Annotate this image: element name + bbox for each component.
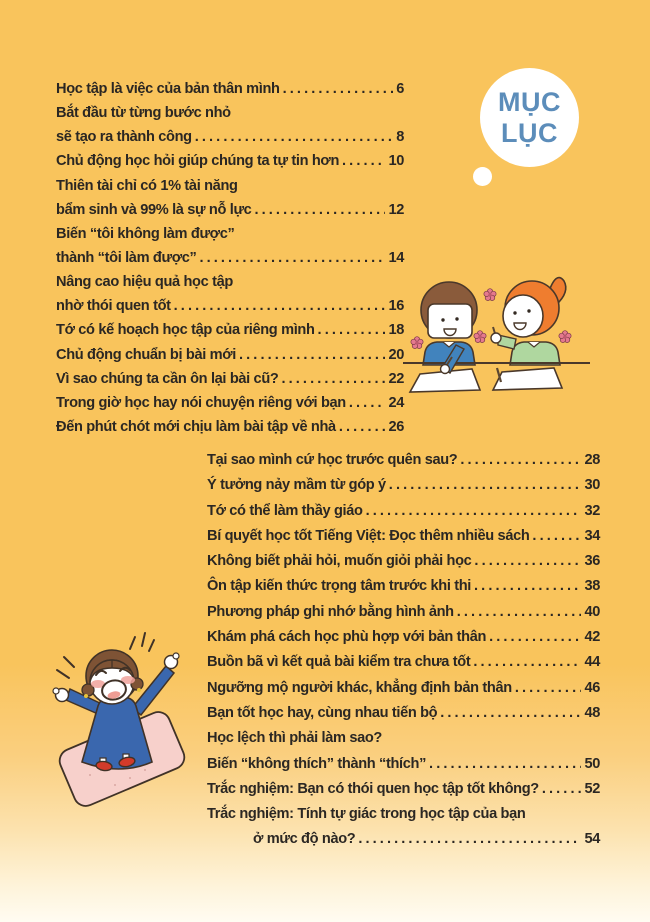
toc-line bbox=[56, 391, 404, 415]
toc-dot-leader bbox=[460, 448, 581, 473]
toc-dot-leader bbox=[199, 246, 385, 270]
toc-entry-title: Nâng cao hiệu quả học tập bbox=[56, 274, 233, 291]
toc-line bbox=[207, 777, 600, 802]
toc-dot-leader bbox=[358, 827, 581, 852]
toc-line bbox=[207, 549, 600, 574]
toc-dot-leader bbox=[389, 473, 582, 498]
toc-dot-leader bbox=[283, 77, 394, 101]
flower-icon bbox=[411, 337, 423, 349]
toc-entry-title: Biến “không thích” thành “thích” bbox=[207, 755, 427, 772]
toc-line bbox=[207, 802, 600, 827]
toc-line bbox=[207, 473, 600, 498]
toc-entry-title: Học tập là việc của bản thân mình bbox=[56, 81, 280, 97]
toc-line bbox=[56, 101, 404, 125]
toc-entry-title: ở mức độ nào? bbox=[253, 831, 356, 848]
toc-dot-leader bbox=[281, 367, 385, 391]
paper-sheet bbox=[493, 368, 562, 390]
toc-page-number: 44 bbox=[584, 654, 600, 671]
toc-entry-title: Chủ động chuẩn bị bài mới bbox=[56, 346, 236, 363]
toc-dot-leader bbox=[457, 600, 582, 625]
flower-icon bbox=[559, 331, 571, 343]
toc-page-number: 22 bbox=[388, 370, 404, 387]
toc-dot-leader bbox=[318, 318, 386, 342]
toc-page-number: 14 bbox=[388, 249, 404, 266]
toc-dot-leader bbox=[515, 676, 582, 701]
toc-page-number: 54 bbox=[584, 831, 600, 848]
toc-dot-leader bbox=[429, 752, 581, 777]
toc-entry-title: Bắt đầu từ từng bước nhỏ bbox=[56, 105, 231, 122]
toc-entry-title: Chủ động học hỏi giúp chúng ta tự tin hơn bbox=[56, 153, 340, 170]
toc-block-bottom bbox=[207, 448, 600, 853]
toc-entry-title: Tớ có thể làm thầy giáo bbox=[207, 502, 363, 519]
toc-page-number: 38 bbox=[584, 578, 600, 595]
toc-dot-leader bbox=[349, 391, 386, 415]
toc-entry-title: Đến phút chót mới chịu làm bài tập về nhà bbox=[56, 418, 336, 435]
toc-entry-title: Biến “tôi không làm được” bbox=[56, 225, 235, 242]
toc-dot-leader bbox=[254, 198, 385, 222]
toc-line bbox=[56, 149, 404, 173]
toc-page-number: 16 bbox=[388, 298, 404, 315]
toc-line bbox=[56, 174, 404, 198]
toc-line bbox=[56, 246, 404, 270]
toc-line bbox=[207, 574, 600, 599]
toc-entry-title: Học lệch thì phải làm sao? bbox=[207, 730, 382, 747]
toc-dot-leader bbox=[542, 777, 582, 802]
toc-line bbox=[207, 701, 600, 726]
badge-line-2: LỤC bbox=[501, 117, 558, 148]
child-hand bbox=[53, 688, 69, 702]
muc-luc-badge bbox=[480, 68, 579, 167]
toc-line bbox=[207, 448, 600, 473]
badge-line-1: MỤC bbox=[498, 86, 561, 117]
toc-dot-leader bbox=[474, 549, 581, 574]
toc-line bbox=[56, 125, 404, 149]
toc-dot-leader bbox=[474, 574, 581, 599]
toc-line bbox=[207, 625, 600, 650]
toc-line bbox=[207, 827, 600, 852]
toc-page-number: 6 bbox=[396, 81, 404, 97]
toc-page-number: 52 bbox=[584, 780, 600, 797]
toc-dot-leader bbox=[489, 625, 581, 650]
toc-page-number: 34 bbox=[584, 527, 600, 544]
toc-line bbox=[56, 222, 404, 246]
toc-page-number: 42 bbox=[584, 629, 600, 646]
toc-entry-title: Trong giờ học hay nói chuyện riêng với bạn bbox=[56, 394, 346, 411]
girl-hand bbox=[491, 333, 501, 343]
toc-dot-leader bbox=[195, 125, 394, 149]
flower-icon bbox=[484, 289, 496, 301]
toc-page-number: 8 bbox=[396, 129, 404, 146]
toc-line bbox=[207, 600, 600, 625]
toc-dot-leader bbox=[342, 149, 385, 173]
toc-entry-title: Tại sao mình cứ học trước quên sau? bbox=[207, 452, 458, 468]
toc-entry-title: Tớ có kế hoạch học tập của riêng mình bbox=[56, 322, 315, 339]
badge-bubble-dot bbox=[473, 167, 492, 186]
toc-dot-leader bbox=[366, 499, 582, 524]
toc-line bbox=[56, 415, 404, 439]
toc-line bbox=[207, 676, 600, 701]
toc-dot-leader bbox=[440, 701, 581, 726]
toc-page-number: 36 bbox=[584, 553, 600, 570]
toc-entry-title: Ý tưởng nảy mầm từ góp ý bbox=[207, 477, 386, 494]
toc-line bbox=[56, 77, 404, 101]
toc-dot-leader bbox=[239, 343, 385, 367]
toc-line bbox=[56, 270, 404, 294]
toc-entry-title: Bí quyết học tốt Tiếng Việt: Đọc thêm nhiều sách bbox=[207, 527, 530, 544]
toc-page-number: 30 bbox=[584, 477, 600, 494]
toc-dot-leader bbox=[174, 294, 386, 318]
toc-page-number: 10 bbox=[388, 153, 404, 170]
toc-entry-title: Buồn bã vì kết quả bài kiểm tra chưa tốt bbox=[207, 654, 471, 671]
toc-entry-title: Bạn tốt học hay, cùng nhau tiến bộ bbox=[207, 704, 438, 721]
toc-line bbox=[56, 318, 404, 342]
child-head bbox=[82, 650, 143, 704]
toc-entry-title: Vì sao chúng ta cần ôn lại bài cũ? bbox=[56, 370, 279, 387]
toc-entry-title: sẽ tạo ra thành công bbox=[56, 129, 192, 146]
toc-page-number: 18 bbox=[388, 322, 404, 339]
toc-dot-leader bbox=[473, 650, 581, 675]
toc-line bbox=[56, 367, 404, 391]
toc-entry-title: nhờ thói quen tốt bbox=[56, 298, 171, 315]
toc-page-number: 48 bbox=[584, 704, 600, 721]
toc-dot-leader bbox=[532, 524, 581, 549]
toc-page-number: 24 bbox=[388, 394, 404, 411]
toc-line bbox=[207, 726, 600, 751]
toc-line bbox=[207, 752, 600, 777]
toc-entry-title: Trắc nghiệm: Bạn có thói quen học tập tốt không? bbox=[207, 780, 539, 797]
toc-page-number: 46 bbox=[584, 679, 600, 696]
toc-line bbox=[56, 294, 404, 318]
flower-icon bbox=[474, 331, 486, 343]
toc-page-number: 32 bbox=[584, 502, 600, 519]
girl-studying bbox=[491, 278, 566, 365]
kids-studying-illustration bbox=[398, 252, 650, 444]
toc-line bbox=[56, 343, 404, 367]
toc-entry-title: Trắc nghiệm: Tính tự giác trong học tập của bạn bbox=[207, 806, 526, 823]
toc-page-number: 40 bbox=[584, 603, 600, 620]
toc-entry-title: Ngưỡng mộ người khác, khẳng định bản thân bbox=[207, 679, 512, 696]
child-hand bbox=[165, 653, 180, 669]
toc-line bbox=[56, 198, 404, 222]
boy-studying bbox=[421, 282, 477, 365]
toc-page-number: 50 bbox=[584, 755, 600, 772]
toc-line bbox=[207, 524, 600, 549]
toc-entry-title: thành “tôi làm được” bbox=[56, 249, 197, 266]
toc-page-number: 12 bbox=[388, 201, 404, 218]
toc-block-top bbox=[56, 77, 404, 439]
toc-dot-leader bbox=[339, 415, 386, 439]
toc-entry-title: Không biết phải hỏi, muốn giỏi phải học bbox=[207, 553, 472, 570]
toc-entry-title: Ôn tập kiến thức trọng tâm trước khi thi bbox=[207, 578, 472, 595]
toc-entry-title: Khám phá cách học phù hợp với bản thân bbox=[207, 629, 487, 646]
toc-page-number: 26 bbox=[388, 418, 404, 435]
toc-line bbox=[207, 650, 600, 675]
toc-line bbox=[207, 499, 600, 524]
toc-page-number: 20 bbox=[388, 346, 404, 363]
toc-entry-title: Phương pháp ghi nhớ bằng hình ảnh bbox=[207, 603, 454, 620]
toc-entry-title: bẩm sinh và 99% là sự nỗ lực bbox=[56, 201, 252, 218]
jumping-child-illustration bbox=[20, 620, 215, 815]
toc-page-number: 28 bbox=[584, 452, 600, 468]
toc-entry-title: Thiên tài chỉ có 1% tài năng bbox=[56, 177, 238, 194]
